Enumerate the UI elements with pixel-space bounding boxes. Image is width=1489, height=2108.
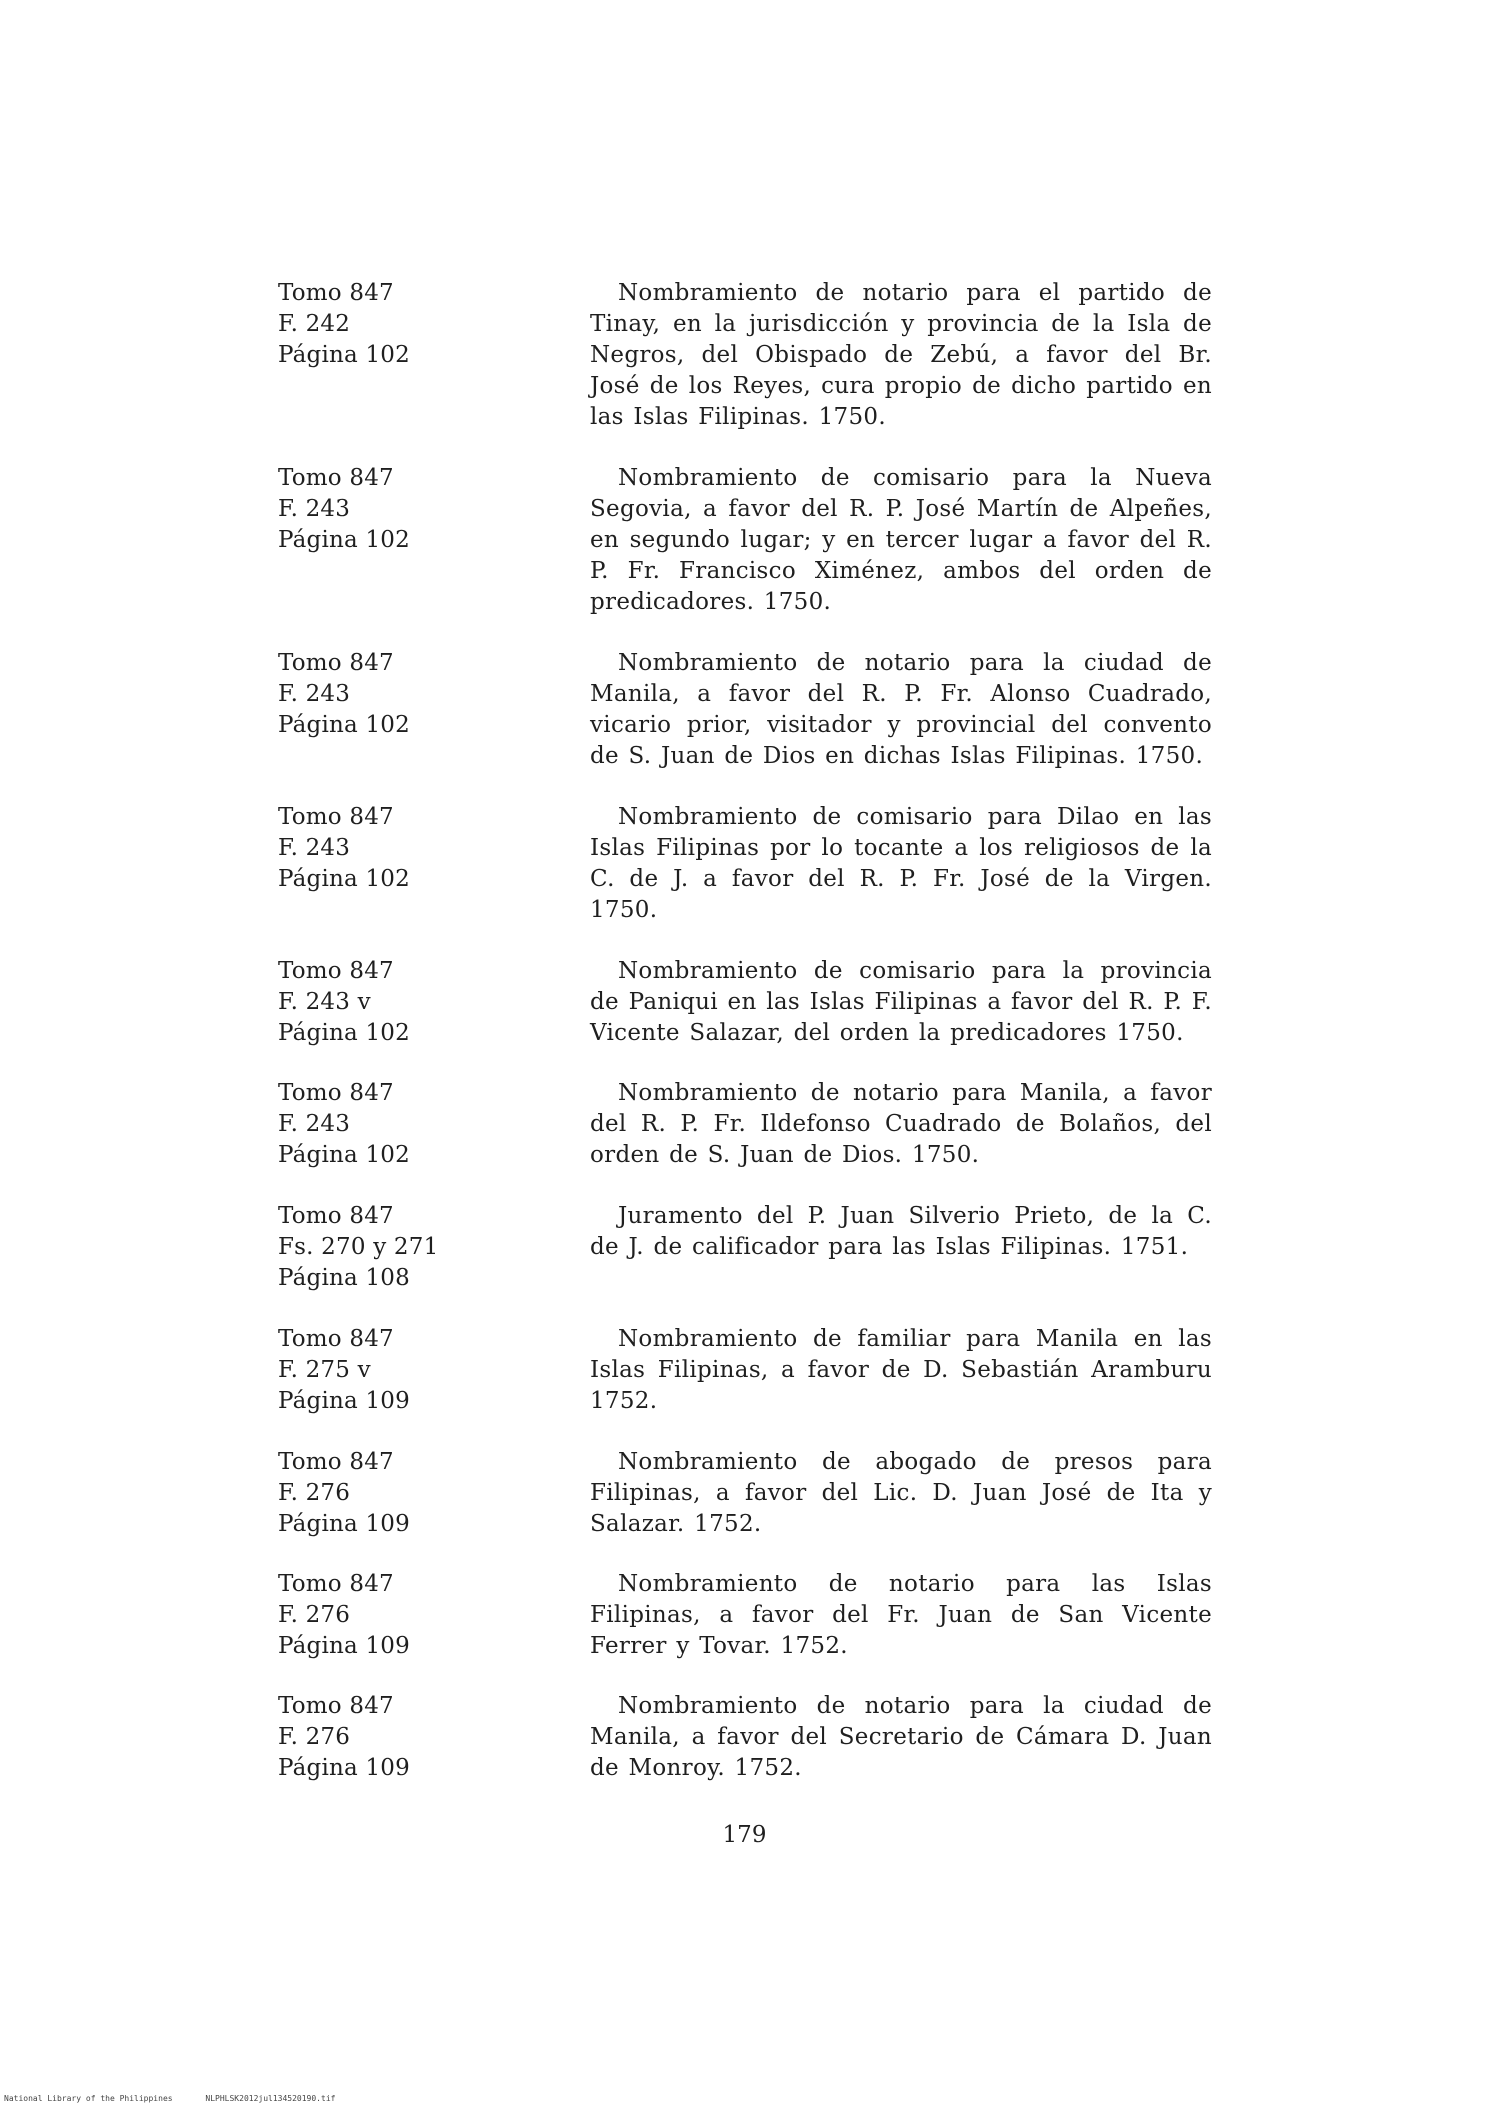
folio-label: F. 276 [278, 1724, 351, 1750]
footer-library-name: National Library of the Philippines [4, 2094, 173, 2103]
entry-description: Juramento del P. Juan Silverio Prieto, de la C. de J. de calificador para las Islas Filipinas. 1751. [590, 1203, 1212, 1260]
entry-description: Nombramiento de comisario para Dilao en las Islas Filipinas por lo tocante a los religiosos de la C. de J. a favor del R. P. Fr. José de la Virgen. 1750. [590, 804, 1212, 923]
tomo-label: Tomo 847 [278, 465, 394, 491]
folio-label: F. 243 [278, 1111, 351, 1137]
tomo-label: Tomo 847 [278, 1571, 394, 1597]
archive-reference [278, 1569, 508, 1662]
pagina-label: Página 102 [278, 866, 410, 892]
entry-description: Nombramiento de comisario para la Nueva Segovia, a favor del R. P. José Martín de Alpeñes, en segundo lugar; y en tercer lugar a favor del R. P. Fr. Francisco Ximénez, ambos del orden de predicadores. 1750. [590, 465, 1212, 615]
folio-label: F. 243 [278, 681, 351, 707]
entry-description: Nombramiento de notario para la ciudad de Manila, a favor del Secretario de Cámara D. Juan de Monroy. 1752. [590, 1693, 1212, 1781]
archive-reference [278, 1447, 508, 1540]
pagina-label: Página 102 [278, 712, 410, 738]
tomo-label: Tomo 847 [278, 1080, 394, 1106]
pagina-label: Página 102 [278, 527, 410, 553]
tomo-label: Tomo 847 [278, 280, 394, 306]
folio-label: F. 276 [278, 1480, 351, 1506]
pagina-label: Página 109 [278, 1388, 410, 1414]
pagina-label: Página 102 [278, 1020, 410, 1046]
tomo-label: Tomo 847 [278, 958, 394, 984]
archive-reference [278, 1201, 508, 1294]
entry-description: Nombramiento de abogado de presos para Filipinas, a favor del Lic. D. Juan José de Ita y Salazar. 1752. [590, 1449, 1212, 1537]
folio-label: F. 276 [278, 1602, 351, 1628]
folio-label: F. 243 v [278, 989, 371, 1015]
page-number: 179 [722, 1822, 767, 1848]
tomo-label: Tomo 847 [278, 804, 394, 830]
tomo-label: Tomo 847 [278, 650, 394, 676]
archive-reference [278, 278, 508, 371]
archive-reference [278, 1691, 508, 1784]
pagina-label: Página 108 [278, 1265, 410, 1291]
archive-reference [278, 1078, 508, 1171]
archive-reference [278, 463, 508, 556]
folio-label: F. 243 [278, 496, 351, 522]
entry-description: Nombramiento de comisario para la provincia de Paniqui en las Islas Filipinas a favor del R. P. F. Vicente Salazar, del orden la predicadores 1750. [590, 958, 1212, 1046]
tomo-label: Tomo 847 [278, 1693, 394, 1719]
pagina-label: Página 102 [278, 1142, 410, 1168]
archive-reference [278, 956, 508, 1049]
folio-label: F. 275 v [278, 1357, 371, 1383]
archive-reference [278, 802, 508, 895]
entry-description: Nombramiento de notario para el partido de Tinay, en la jurisdicción y provincia de la Isla de Negros, del Obispado de Zebú, a favor del Br. José de los Reyes, cura propio de dicho partido en las Islas Filipinas. 1750. [590, 280, 1212, 430]
entry-description: Nombramiento de notario para las Islas Filipinas, a favor del Fr. Juan de San Vicente Ferrer y Tovar. 1752. [590, 1571, 1212, 1659]
archive-reference [278, 1324, 508, 1417]
tomo-label: Tomo 847 [278, 1326, 394, 1352]
scan-footer [4, 2094, 363, 2104]
entry-description: Nombramiento de notario para Manila, a favor del R. P. Fr. Ildefonso Cuadrado de Bolaños, del orden de S. Juan de Dios. 1750. [590, 1080, 1212, 1168]
folio-label: Fs. 270 y 271 [278, 1234, 439, 1260]
entry-description: Nombramiento de notario para la ciudad de Manila, a favor del R. P. Fr. Alonso Cuadrado, vicario prior, visitador y provincial del convento de S. Juan de Dios en dichas Islas Filipinas. 1750. [590, 650, 1212, 769]
footer-file-name: NLPHLSK2012jul134520190.tif [205, 2094, 336, 2103]
pagina-label: Página 109 [278, 1633, 410, 1659]
tomo-label: Tomo 847 [278, 1449, 394, 1475]
pagina-label: Página 109 [278, 1511, 410, 1537]
archive-reference [278, 648, 508, 741]
entry-description: Nombramiento de familiar para Manila en las Islas Filipinas, a favor de D. Sebastián Aramburu 1752. [590, 1326, 1212, 1414]
folio-label: F. 243 [278, 835, 351, 861]
pagina-label: Página 102 [278, 342, 410, 368]
pagina-label: Página 109 [278, 1755, 410, 1781]
tomo-label: Tomo 847 [278, 1203, 394, 1229]
folio-label: F. 242 [278, 311, 351, 337]
